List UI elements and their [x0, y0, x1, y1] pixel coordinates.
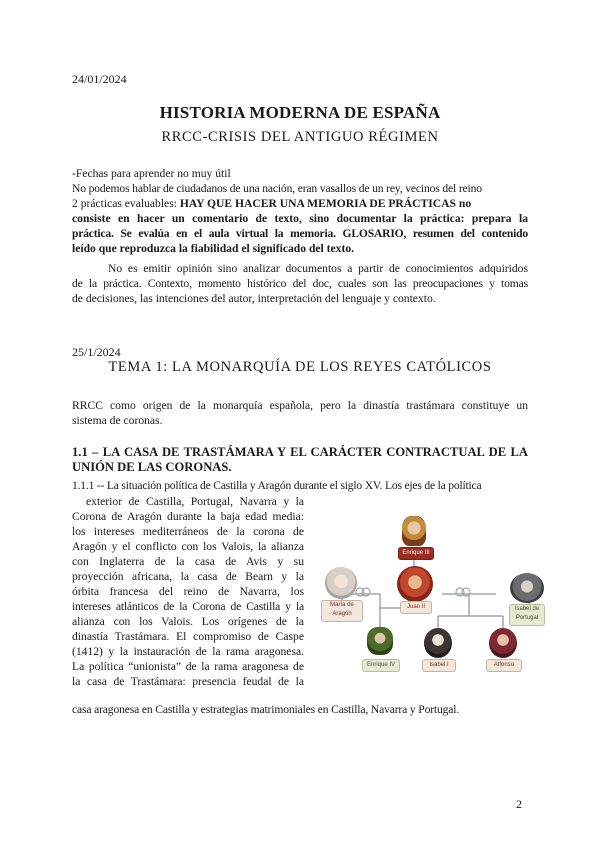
section-heading-line-2: UNIÓN DE LAS CORONAS. — [72, 460, 232, 474]
page-number: 2 — [516, 797, 522, 811]
col-line-7: órbita francesa del reino de Navarra, los — [72, 585, 304, 598]
label-juan-ii: Juan II — [400, 601, 432, 614]
portrait-isabel-i — [424, 628, 452, 658]
label-enrique-iv: Enrique IV — [362, 659, 400, 672]
col-line-3: los intereses mediterráneos de la corona de — [72, 525, 304, 538]
note-line-3 — [72, 196, 528, 211]
col-line-13: la casa de Trastámara: presencia feudal de la — [72, 675, 304, 688]
intro-line-2: sistema de coronas. — [72, 414, 163, 427]
intro-line-1: RRCC como origen de la monarquía española, pero la dinastía trastámara constituye un — [72, 399, 528, 412]
note-line-5: práctica. Se evalúa en el aula virtual la memoria. GLOSARIO, resumen del contenido — [72, 227, 528, 240]
date-2: 25/1/2024 — [72, 345, 121, 359]
section-heading — [72, 445, 528, 475]
portrait-enrique-iii — [402, 516, 426, 546]
label-enrique-iii: Enrique III — [398, 547, 434, 560]
date-1: 24/01/2024 — [72, 72, 127, 86]
document-title: HISTORIA MODERNA DE ESPAÑA — [159, 103, 441, 122]
note-line-7: No es emitir opinión sino analizar documentos a partir de conocimientos adquiridos — [108, 262, 528, 275]
section-heading-line-1: 1.1 – LA CASA DE TRASTÁMARA Y EL CARÁCTER CONTRACTUAL DE LA — [72, 445, 528, 459]
col-line-5: con Inglaterra de la casa de Avis y su — [72, 555, 304, 568]
col-line-11: (1412) y la instauración de la rama aragonesa. — [72, 645, 304, 658]
portrait-isabel-de-portugal — [510, 573, 544, 603]
label-isabel-i: Isabel I — [422, 659, 456, 672]
col-line-4: Aragón y el conflicto con los Valois, la alianza — [72, 540, 304, 553]
note-line-4: consiste en hacer un comentario de texto, sino documentar la práctica: prepara la — [72, 212, 528, 225]
label-alfonso: Alfonso — [486, 659, 522, 672]
note-line-3-bold: HAY QUE HACER UNA MEMORIA DE PRÁCTICAS no — [179, 197, 472, 210]
note-line-8: de la práctica. Contexto, momento histórico del doc, cuales son las preocupaciones y tomas — [72, 277, 528, 290]
col-line-10: dinastía Trastámara. El compromiso de Caspe — [72, 630, 304, 643]
col-line-2: Corona de Aragón durante la baja edad media: — [72, 510, 304, 523]
note-line-1: -Fechas para aprender no muy útil — [72, 167, 231, 180]
portrait-juan-ii — [397, 566, 433, 602]
body-line-last: casa aragonesa en Castilla y estrategias matrimoniales en Castilla, Navarra y Portugal. — [72, 703, 460, 716]
col-line-9: alianza con los Valois. Los orígenes de la — [72, 615, 304, 628]
note-line-3-text: 2 prácticas evaluables: — [72, 197, 180, 210]
document-subtitle: RRCC-CRISIS DEL ANTIGUO RÉGIMEN — [161, 129, 439, 145]
body-column — [72, 494, 304, 689]
body-line-first: 1.1.1 -- La situación política de Castilla y Aragón durante el siglo XV. Los ejes de la política — [72, 479, 482, 492]
chapter-title: TEMA 1: LA MONARQUÍA DE LOS REYES CATÓLICOS — [108, 359, 492, 375]
portrait-alfonso — [489, 628, 517, 658]
note-line-6: leído que reproduzca la fiabilidad el significado del texto. — [72, 242, 355, 255]
portrait-maria-de-aragon — [325, 567, 357, 599]
note-line-9: de decisiones, las intenciones del autor, interpretación del lenguaje y contexto. — [72, 292, 436, 305]
col-line-8: intereses atlánticos de la Corona de Castilla y la — [72, 600, 304, 613]
label-maria-de-aragon: María de Aragón — [321, 600, 363, 622]
col-line-1: exterior de Castilla, Portugal, Navarra y la — [86, 495, 304, 508]
note-line-2: No podemos hablar de ciudadanos de una nación, eran vasallos de un rey, vecinos del reino — [72, 182, 482, 195]
col-line-6: proyección africana, la casa de Bearn y la — [72, 570, 304, 583]
col-line-12: La política “unionista” de la rama aragonesa de — [72, 660, 304, 673]
label-isabel-de-portugal: Isabel de Portugal — [509, 604, 545, 626]
family-tree-figure — [318, 512, 544, 676]
portrait-enrique-iv — [367, 627, 393, 655]
